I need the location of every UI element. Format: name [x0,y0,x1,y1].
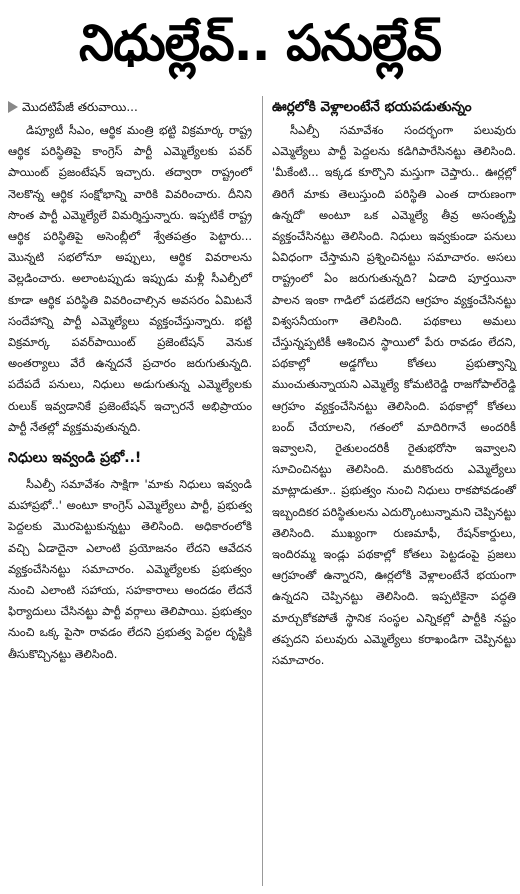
left-paragraph-1: డిప్యూటీ సీఎం, ఆర్థిక మంత్రి భట్టి విక్రమార్క రాష్ట్ర ఆర్థిక పరిస్థితిపై కాంగ్రెస్‌ పార్టీ ఎమ్మెల్యేలకు పవర్‌ పాయింట్‌ ప్రజంటేషన్‌ ఇచ్చారు. తద్వారా రాష్ట్రంలో నెలకొన్న ఆర్థిక సంక్షోభాన్ని వారికి వివరించారు. దీనిని సొంత పార్టీ ఎమ్మెల్యేలే విమర్శిస్తున్నారు. ఇప్పటికే రాష్ట్ర ఆర్థిక పరిస్థితిపై అసెంబ్లీలో శ్వేతపత్రం పెట్టారు... మొన్నటి సభలోనూ అప్పులు, ఆర్థిక వివరాలను వెల్లడించారు. అలాంటప్పుడు ఇప్పుడు మళ్లీ సీఎల్పీలో కూడా ఆర్థిక పరిస్థితి వివరించాల్సిన అవసరం ఏమిటనే సందేహాన్ని పార్టీ ఎమ్మెల్యేలు వ్యక్తంచేస్తున్నారు. భట్టి విక్రమార్క పవర్‌పాయింట్‌ ప్రజెంటేషన్‌ వెనుక అంతర్యాలు వేరే ఉన్నదనే ప్రచారం జరుగుతున్నది. పదేపదే పనులు, నిధులు అడుగుతున్న ఎమ్మెల్యేలకు రులుక్‌ ఇవ్వడానికే ప్రజెంటేషన్‌ ఇచ్చారనే అభిప్రాయం పార్టీ నేతల్లో వ్యక్తమవుతున్నది. [8,123,252,434]
column-divider [262,96,263,886]
continued-label: మొదటిపేజీ తరువాయి... [22,100,138,114]
headline: నిధుల్లేవ్‌.. పనుల్లేవ్‌ [78,14,442,72]
continued-arrow-icon [8,101,18,113]
continued-label-row [8,96,252,118]
right-column [272,96,516,671]
right-paragraph-1: సీఎల్పీ సమావేశం సందర్భంగా పలువురు ఎమ్మెల్యేలు పార్టీ పెద్దలను కడిగిపారేసినట్టు తెలిసింది. 'మీకేంటి... ఇక్కడ కూర్చొని మస్తుగా చెప్తారు.. ఊర్లల్లో తిరిగే మాకు తెలుస్తుంది పరిస్థితి ఎంత దారుణంగా ఉన్నదో' అంటూ ఒక ఎమ్మెల్యే తీవ్ర అసంతృప్తి వ్యక్తంచేసినట్టు తెలిసింది. నిధులు ఇవ్వకుండా పనులు ఏవిధంగా చేస్తామని ప్రశ్నించినట్టు సమాచారం. అసలు రాష్ట్రంలో ఏం జరుగుతున్నది? ఏడాది పూర్తయినా పాలన ఇంకా గాడిలో పడలేదని ఆగ్రహం వ్యక్తంచేసినట్టు విశ్వసనీయంగా తెలిసింది. పథకాలు అమలు చేస్తున్నప్పటికీ ఆశించిన స్థాయిలో పేరు రావడం లేదని, పథకాల్లో అడ్డగోలు కోతలు ప్రభుత్వాన్ని ముంచుతున్నాయని ఎమ్మెల్యే కోమటిరెడ్డి రాజగోపాల్‌రెడ్డి ఆగ్రహం వ్యక్తంచేసినట్టు తెలిసింది. పథకాల్లో కోతలు బంద్‌ చేయాలని, గతంలో మాదిరిగానే అందరికీ ఇవ్వాలని, రైతులందరికీ రైతుభరోసా ఇవ్వాలని సూచించినట్టు తెలిసింది. మరికొందరు ఎమ్మెల్యేలు మాట్లాడుతూ.. ప్రభుత్వం నుంచి నిధులు రాకపోవడంతో ఇబ్బందికర పరిస్థితులను ఎదుర్కొంటున్నామని చెప్పినట్టు తెలిసింది. ముఖ్యంగా రుణమాఫీ, రేషన్‌కార్డులు, ఇందిరమ్మ ఇండ్లు పథకాల్లో కోతలు పెట్టడంపై ప్రజలు ఆగ్రహంతో ఉన్నారని, ఊర్లలోకి వెళ్లాలంటేనే భయంగా ఉన్నదని చెప్పినట్టు తెలిసింది. ఇప్పటికైనా పద్ధతి మార్చుకోకపోతే స్థానిక సంస్థల ఎన్నికల్లో పార్టీకి నష్టం తప్పదని పలువురు ఎమ్మెల్యేలు కరాఖండిగా చెప్పినట్టు సమాచారం. [272,123,516,668]
left-column [8,96,252,665]
left-subhead: నిధులు ఇవ్వండి ప్రభో..! [8,450,142,467]
left-paragraph-2: సీఎల్పీ సమావేశం సాక్షిగా 'మాకు నిధులు ఇవ్వండి మహాప్రభో..' అంటూ కాంగ్రెస్‌ ఎమ్మెల్యేలు పార్టీ, ప్రభుత్వ పెద్దలకు మొరపెట్టుకున్నట్టు తెలిసింది. అధికారంలోకి వచ్చి ఏడాదైనా ఎలాంటి ప్రయోజనం లేదని ఆవేదన వ్యక్తంచేసినట్టు సమాచారం. ఎమ్మెల్యేలకు ప్రభుత్వం నుంచి ఎలాంటి సహాయ, సహకారాలు అందడం లేదనే ఫిర్యాదులు చేసినట్టు పార్టీ వర్గాలు తెలిపాయి. ప్రభుత్వం నుంచి ఒక్క పైసా రావడం లేదని ప్రభుత్వ పెద్దల దృష్టికి తీసుకొచ్చినట్టు తెలిసింది. [8,477,252,661]
right-subhead: ఊర్లలోకి వెళ్లాలంటేనే భయపడుతున్నం [272,99,472,115]
